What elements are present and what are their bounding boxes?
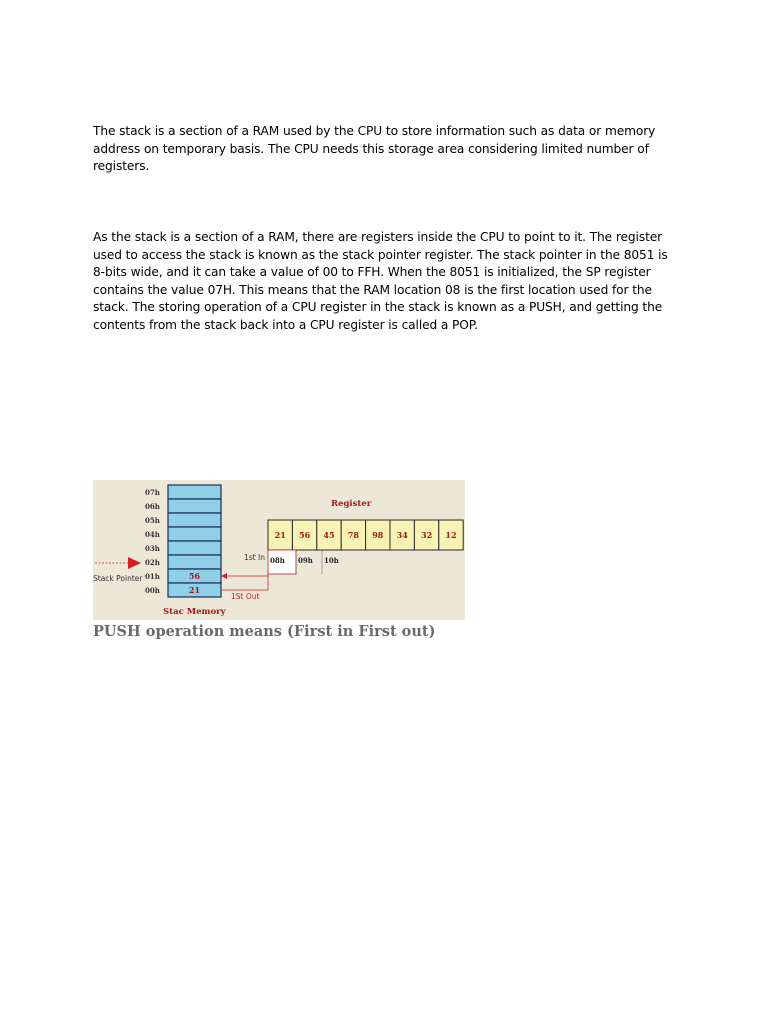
first-in-label: 1st In bbox=[244, 553, 265, 562]
stack-cell-03h bbox=[168, 541, 221, 555]
stack-cell-06h bbox=[168, 499, 221, 513]
stack-address-label: 03h bbox=[145, 544, 160, 553]
stack-memory-label: Stac Memory bbox=[163, 607, 226, 617]
stack-diagram-figure bbox=[93, 480, 465, 620]
stack-diagram-svg bbox=[93, 480, 465, 620]
stack-cell-value: 56 bbox=[188, 571, 201, 581]
register-cell-value: 34 bbox=[396, 530, 408, 540]
register-cell-value: 21 bbox=[274, 530, 286, 540]
register-cell-value: 45 bbox=[323, 530, 335, 540]
register-address-label: 10h bbox=[324, 556, 339, 565]
figure-caption: PUSH operation means (First in First out) bbox=[93, 623, 436, 640]
stack-address-label: 04h bbox=[145, 530, 160, 539]
stack-cell-07h bbox=[168, 485, 221, 499]
stack-address-label: 01h bbox=[145, 572, 160, 581]
stack-pointer-paragraph: As the stack is a section of a RAM, there are registers inside the CPU to point to it. The register used to access the stack is known as the stack pointer register. The stack pointer in the 8051 is 8-bits wide, and it can take a value of 00 to FFH. When the 8051 is initialized, the SP register contains the value 07H. This means that the RAM location 08 is the first location used for the stack. The storing operation of a CPU register in the stack is known as a PUSH, and getting the contents from the stack back into a CPU register is called a POP. bbox=[93, 230, 668, 332]
register-title: Register bbox=[331, 499, 372, 509]
stack-pointer-arrow-icon bbox=[128, 557, 141, 569]
register-address-label: 09h bbox=[298, 556, 313, 565]
stack-cell-02h bbox=[168, 555, 221, 569]
stack-address-label: 00h bbox=[145, 586, 160, 595]
register-address-label: 08h bbox=[270, 556, 285, 565]
stack-address-label: 06h bbox=[145, 502, 160, 511]
stack-address-label: 07h bbox=[145, 488, 160, 497]
register-cell-value: 78 bbox=[347, 530, 359, 540]
intro-paragraph: The stack is a section of a RAM used by the CPU to store information such as data or memory address on temporary basis. The CPU needs this storage area considering limited number of registers. bbox=[93, 124, 656, 173]
stack-cell-value: 21 bbox=[188, 585, 201, 595]
stack-pointer-label: Stack Pointer bbox=[93, 574, 143, 583]
first-out-label: 1St Out bbox=[231, 592, 260, 601]
register-cell-value: 98 bbox=[372, 530, 384, 540]
stack-cell-04h bbox=[168, 527, 221, 541]
stack-address-label: 02h bbox=[145, 558, 160, 567]
register-cell-value: 32 bbox=[421, 530, 433, 540]
register-cell-value: 12 bbox=[445, 530, 457, 540]
first-out-arrowhead-icon bbox=[221, 573, 227, 579]
stack-address-label: 05h bbox=[145, 516, 160, 525]
stack-cell-05h bbox=[168, 513, 221, 527]
register-cell-value: 56 bbox=[299, 530, 311, 540]
